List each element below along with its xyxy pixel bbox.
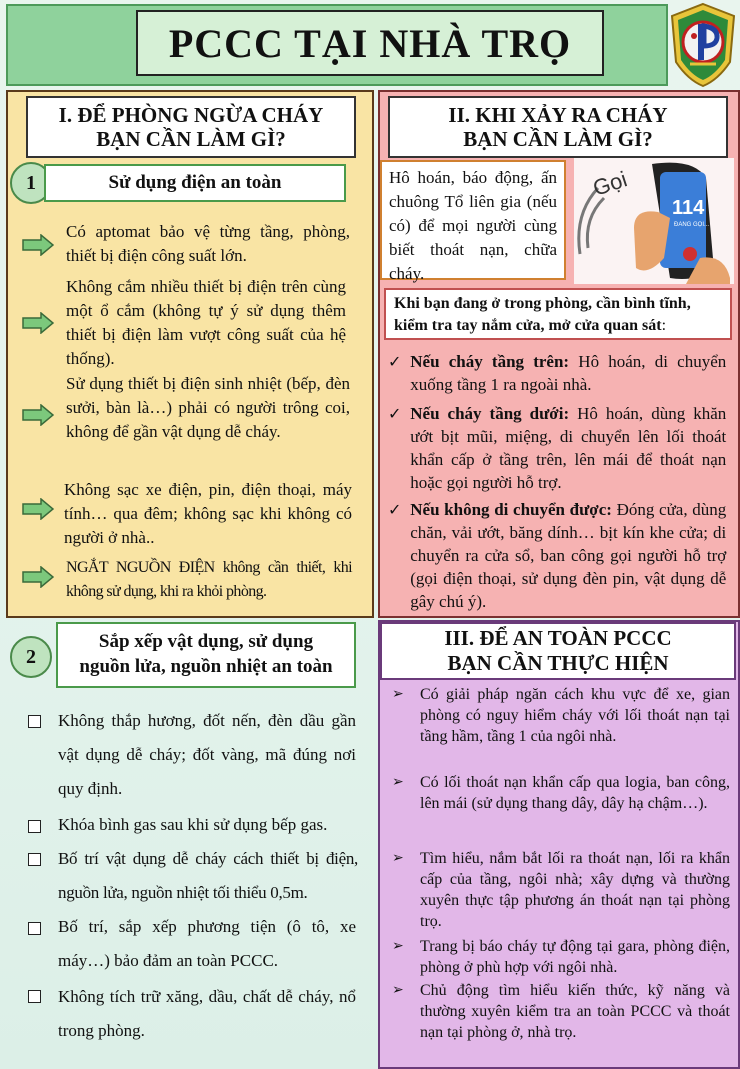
fire-action-item: ✓ Nếu cháy tầng dưới: Hô hoán, dùng khăn ướt bịt mũi, miệng, di chuyển lên lối thoát khẩn cấp ở tầng trên, lên mái để thoát nạn hoặc gọi người hỗ trợ. — [388, 404, 727, 492]
checkbox-icon — [28, 922, 41, 935]
prevention-item: Không sạc xe điện, pin, điện thoại, máy tính… qua đêm; không sạc khi không có người ở nhà.. — [64, 480, 352, 547]
prevention-item: NGẮT NGUỒN ĐIỆN không cần thiết, khi không sử dụng, khi ra khỏi phòng. — [66, 559, 352, 600]
checkbox-icon — [28, 990, 41, 1003]
triangle-bullet-icon: ➢ — [392, 939, 404, 954]
right-arrow-icon — [22, 312, 54, 334]
right-arrow-icon — [22, 404, 54, 426]
section-prevention-title: I. ĐỂ PHÒNG NGỪA CHÁY BẠN CẦN LÀM GÌ? — [26, 96, 356, 158]
page-title: PCCC TẠI NHÀ TRỌ — [136, 10, 604, 76]
checkmark-icon: ✓ — [388, 354, 402, 371]
safety-item: Trang bị báo cháy tự động tại gara, phòng điện, phòng ở phù hợp với ngôi nhà. — [420, 938, 730, 976]
right-arrow-icon — [22, 498, 54, 520]
fire-action-item: ✓ Nếu cháy tầng trên: Hô hoán, di chuyển xuống tầng 1 ra ngoài nhà. — [388, 352, 727, 394]
checkmark-icon: ✓ — [388, 406, 402, 423]
arrangement-item: Không tích trữ xăng, dầu, chất dễ cháy, nổ trong phòng. — [58, 987, 356, 1040]
safety-item: Chủ động tìm hiểu kiến thức, kỹ năng và thường xuyên kiểm tra an toàn PCCC và thoát nạn tại phòng ở, nhà trọ. — [420, 982, 730, 1041]
police-logo-icon — [668, 2, 738, 88]
arrangement-item: Khóa bình gas sau khi sử dụng bếp gas. — [58, 815, 328, 834]
safety-item: Tìm hiểu, nắm bắt lối ra thoát nạn, lối ra khẩn cấp của tầng, ngôi nhà; xây dựng và thường xuyên thực tập phương án thoát nạn tại phòng trọ. — [420, 850, 730, 930]
call-label-text: Gọi — [589, 166, 631, 201]
prevention-item: Không cắm nhiều thiết bị điện trên cùng một ổ cắm (không tự ý sử dụng thêm thiết bị điện làm vượt công suất của hệ thống). — [66, 277, 346, 368]
fire-action-item: ✓ Nếu không di chuyển được: Đóng cửa, dùng chăn, vải ướt, băng dính… bịt kín khe cửa; di chuyển ra cửa sổ, ban công gọi người hỗ trợ (gọi điện thoại, sử dụng đèn pin, vật dụng dễ gây chú ý). — [388, 500, 727, 611]
phone-call-illustration — [574, 158, 734, 284]
subheading-electric-safety: Sử dụng điện an toàn — [44, 164, 346, 202]
number-badge-2: 2 — [10, 636, 52, 678]
arrangement-item: Bố trí vật dụng dễ cháy cách thiết bị điện, nguồn lửa, nguồn nhiệt tối thiểu 0,5m. — [58, 849, 358, 902]
section-when-fire-title: II. KHI XẢY RA CHÁY BẠN CẦN LÀM GÌ? — [388, 96, 728, 158]
safety-item: Có lối thoát nạn khẩn cấp qua logia, ban công, lên mái (sử dụng thang dây, dây hạ chậm…). — [420, 774, 730, 812]
checkbox-icon — [28, 820, 41, 833]
right-arrow-icon — [22, 566, 54, 588]
phone-status-text: ĐANG GỌI... — [674, 222, 710, 228]
triangle-bullet-icon: ➢ — [392, 851, 404, 866]
triangle-bullet-icon: ➢ — [392, 687, 404, 702]
room-instruction: Khi bạn đang ở trong phòng, cần bình tĩnh, kiểm tra tay nắm cửa, mở cửa quan sát: — [384, 288, 732, 340]
checkbox-icon — [28, 853, 41, 866]
prevention-item: Sử dụng thiết bị điện sinh nhiệt (bếp, đèn sưởi, bàn là…) phải có người trông coi, không để gần vật dụng dễ cháy. — [66, 374, 350, 441]
alarm-instruction: Hô hoán, báo động, ấn chuông Tổ liên gia (nếu có) để mọi người cùng biết thoát nạn, chữa cháy. — [380, 160, 566, 280]
safety-item: Có giải pháp ngăn cách khu vực để xe, gian phòng có nguy hiểm cháy với lối thoát nạn tại tầng hầm, tầng 1 của ngôi nhà. — [420, 686, 730, 745]
checkbox-icon — [28, 715, 41, 728]
phone-number-text: 114 — [672, 197, 705, 219]
arrangement-item: Không thắp hương, đốt nến, đèn dầu gần vật dụng dễ cháy; đốt vàng, mã đúng nơi quy định. — [58, 711, 356, 798]
number-badge-1: 1 — [10, 162, 52, 204]
triangle-bullet-icon: ➢ — [392, 775, 404, 790]
subheading-arrangement: Sắp xếp vật dụng, sử dụng nguồn lửa, nguồn nhiệt an toàn — [56, 622, 356, 688]
section-safety-title: III. ĐỂ AN TOÀN PCCC BẠN CẦN THỰC HIỆN — [380, 622, 736, 680]
prevention-item: Có aptomat bảo vệ từng tầng, phòng, thiết bị điện công suất lớn. — [66, 222, 350, 265]
triangle-bullet-icon: ➢ — [392, 983, 404, 998]
arrangement-item: Bố trí, sắp xếp phương tiện (ô tô, xe máy…) bảo đảm an toàn PCCC. — [58, 917, 356, 970]
checkmark-icon: ✓ — [388, 502, 402, 519]
right-arrow-icon — [22, 234, 54, 256]
